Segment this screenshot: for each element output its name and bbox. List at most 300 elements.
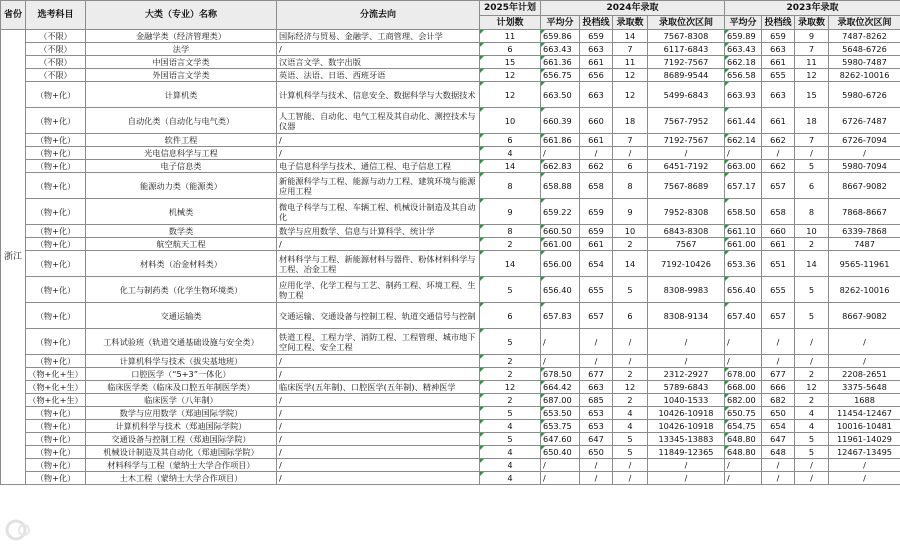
watermark-swirl-icon <box>4 518 34 542</box>
rank-range-2024-cell: 1040-1533 <box>648 394 725 407</box>
plan-count-cell: 6 <box>480 134 541 147</box>
major-name-cell: 临床医学（八年制） <box>86 394 277 407</box>
line-2024-cell: 661 <box>580 134 613 147</box>
line-2023-cell: / <box>762 459 795 472</box>
avg-score-2023-cell: / <box>725 472 762 485</box>
rank-range-2023-cell: 6726-7094 <box>829 134 900 147</box>
plan-count-cell: 15 <box>480 56 541 69</box>
stream-destination-cell: 国际经济与贸易、金融学、工商管理、会计学 <box>277 30 480 43</box>
admit-count-2023-cell: 4 <box>795 420 829 433</box>
admit-count-2024-cell: 4 <box>613 420 648 433</box>
avg-score-2024-cell: 661.00 <box>541 238 580 251</box>
subject-requirement-cell: （物+化） <box>26 355 86 368</box>
line-2023-cell: 661 <box>762 238 795 251</box>
major-name-cell: 光电信息科学与工程 <box>86 147 277 160</box>
rank-range-2024-cell: 7192-7567 <box>648 134 725 147</box>
admit-count-2024-cell: 12 <box>613 82 648 108</box>
plan-count-cell: 8 <box>480 173 541 199</box>
line-2024-cell: 661 <box>580 56 613 69</box>
header-admission-2024: 2024年录取 <box>541 1 725 16</box>
major-name-cell: 法学 <box>86 43 277 56</box>
line-2024-cell: 659 <box>580 30 613 43</box>
line-2023-cell: 663 <box>762 82 795 108</box>
rank-range-2023-cell: 5980-6726 <box>829 82 900 108</box>
avg-score-2023-cell: 653.36 <box>725 251 762 277</box>
subject-requirement-cell: （物+化） <box>26 303 86 329</box>
table-row <box>1 43 900 56</box>
subject-requirement-cell: （物+化） <box>26 134 86 147</box>
subject-requirement-cell: （不限） <box>26 30 86 43</box>
stream-destination-cell: / <box>277 446 480 459</box>
major-name-cell: 中国语言文学类 <box>86 56 277 69</box>
province-cell: 浙江 <box>1 30 26 485</box>
line-2024-cell: 661 <box>580 238 613 251</box>
table-row <box>1 381 900 394</box>
table-row <box>1 407 900 420</box>
admit-count-2024-cell: 7 <box>613 134 648 147</box>
avg-score-2023-cell: 682.00 <box>725 394 762 407</box>
stream-destination-cell: 铁道工程、工程力学、消防工程、工程管理、城市地下空间工程、安全工程 <box>277 329 480 355</box>
table-row <box>1 433 900 446</box>
rank-range-2024-cell: 8689-9544 <box>648 69 725 82</box>
line-2024-cell: 659 <box>580 199 613 225</box>
avg-score-2023-cell: 661.00 <box>725 238 762 251</box>
admit-count-2023-cell: 12 <box>795 381 829 394</box>
plan-count-cell: 4 <box>480 459 541 472</box>
rank-range-2024-cell: 7567-7952 <box>648 108 725 134</box>
admit-count-2023-cell: 7 <box>795 43 829 56</box>
admit-count-2023-cell: 5 <box>795 160 829 173</box>
plan-count-cell: 8 <box>480 225 541 238</box>
stream-destination-cell: / <box>277 394 480 407</box>
avg-score-2024-cell: 662.83 <box>541 160 580 173</box>
line-2024-cell: / <box>580 355 613 368</box>
stream-destination-cell: / <box>277 147 480 160</box>
rank-range-2024-cell: / <box>648 459 725 472</box>
rank-range-2023-cell: 9565-11961 <box>829 251 900 277</box>
subject-requirement-cell: （物+化） <box>26 407 86 420</box>
major-name-cell: 工科试验班（轨道交通基础设施与安全类） <box>86 329 277 355</box>
line-2023-cell: 654 <box>762 420 795 433</box>
line-2024-cell: / <box>580 459 613 472</box>
avg-score-2023-cell: 663.43 <box>725 43 762 56</box>
header-rank-2024: 录取位次区间 <box>648 16 725 30</box>
rank-range-2023-cell: 5648-6726 <box>829 43 900 56</box>
avg-score-2024-cell: 678.50 <box>541 368 580 381</box>
table-row <box>1 30 900 43</box>
rank-range-2024-cell: / <box>648 472 725 485</box>
avg-score-2024-cell: 660.39 <box>541 108 580 134</box>
avg-score-2023-cell: 658.50 <box>725 199 762 225</box>
header-line-2023: 投档线 <box>762 16 795 30</box>
stream-destination-cell: 英语、法语、日语、西班牙语 <box>277 69 480 82</box>
major-name-cell: 土木工程（蒙纳士大学合作项目） <box>86 472 277 485</box>
rank-range-2024-cell: / <box>648 355 725 368</box>
line-2023-cell: 662 <box>762 134 795 147</box>
avg-score-2023-cell: 650.75 <box>725 407 762 420</box>
major-name-cell: 计算机科学与技术（郑迪国际学院） <box>86 420 277 433</box>
admit-count-2024-cell: / <box>613 459 648 472</box>
admit-count-2023-cell: 12 <box>795 69 829 82</box>
avg-score-2024-cell: 659.86 <box>541 30 580 43</box>
major-name-cell: 临床医学类（临床及口腔五年制医学类） <box>86 381 277 394</box>
rank-range-2024-cell: / <box>648 329 725 355</box>
line-2023-cell: 662 <box>762 160 795 173</box>
header-rank-2023: 录取位次区间 <box>829 16 900 30</box>
line-2023-cell: 650 <box>762 407 795 420</box>
avg-score-2023-cell: 663.93 <box>725 82 762 108</box>
avg-score-2024-cell: 647.60 <box>541 433 580 446</box>
avg-score-2024-cell: 687.00 <box>541 394 580 407</box>
subject-requirement-cell: （不限） <box>26 56 86 69</box>
rank-range-2023-cell: 8667-9082 <box>829 173 900 199</box>
rank-range-2024-cell: 10426-10918 <box>648 407 725 420</box>
plan-count-cell: 14 <box>480 251 541 277</box>
admit-count-2024-cell: / <box>613 147 648 160</box>
avg-score-2023-cell: 656.40 <box>725 277 762 303</box>
rank-range-2023-cell: 8262-10016 <box>829 69 900 82</box>
plan-count-cell: 2 <box>480 355 541 368</box>
avg-score-2023-cell: / <box>725 459 762 472</box>
rank-range-2024-cell: 6451-7192 <box>648 160 725 173</box>
plan-count-cell: 11 <box>480 30 541 43</box>
line-2023-cell: 660 <box>762 225 795 238</box>
subject-requirement-cell: （物+化） <box>26 173 86 199</box>
rank-range-2024-cell: 8308-9134 <box>648 303 725 329</box>
admit-count-2024-cell: 12 <box>613 69 648 82</box>
rank-range-2023-cell: / <box>829 329 900 355</box>
admit-count-2023-cell: 11 <box>795 56 829 69</box>
line-2024-cell: / <box>580 147 613 160</box>
major-name-cell: 材料科学与工程（蒙纳士大学合作项目） <box>86 459 277 472</box>
plan-count-cell: 4 <box>480 147 541 160</box>
subject-requirement-cell: （物+化） <box>26 251 86 277</box>
line-2024-cell: 662 <box>580 160 613 173</box>
table-row <box>1 472 900 485</box>
subject-requirement-cell: （物+化） <box>26 446 86 459</box>
rank-range-2024-cell: 7567 <box>648 238 725 251</box>
header-major-name: 大类（专业）名称 <box>86 1 277 30</box>
rank-range-2024-cell: 7952-8308 <box>648 199 725 225</box>
admit-count-2023-cell: / <box>795 147 829 160</box>
admit-count-2024-cell: 4 <box>613 407 648 420</box>
major-name-cell: 材料类（冶金材料类） <box>86 251 277 277</box>
major-name-cell: 数学与应用数学（郑迪国际学院） <box>86 407 277 420</box>
plan-count-cell: 5 <box>480 433 541 446</box>
plan-count-cell: 10 <box>480 108 541 134</box>
major-name-cell: 口腔医学（“5+3”一体化） <box>86 368 277 381</box>
admit-count-2023-cell: / <box>795 459 829 472</box>
rank-range-2024-cell: 10426-10918 <box>648 420 725 433</box>
plan-count-cell: 6 <box>480 43 541 56</box>
line-2024-cell: 647 <box>580 433 613 446</box>
line-2023-cell: 655 <box>762 277 795 303</box>
avg-score-2024-cell: 661.86 <box>541 134 580 147</box>
stream-destination-cell: 人工智能、自动化、电气工程及其自动化、测控技术与仪器 <box>277 108 480 134</box>
admit-count-2024-cell: 18 <box>613 108 648 134</box>
line-2024-cell: 657 <box>580 303 613 329</box>
stream-destination-cell: / <box>277 407 480 420</box>
subject-requirement-cell: （物+化） <box>26 277 86 303</box>
rank-range-2023-cell: / <box>829 459 900 472</box>
avg-score-2023-cell: 661.10 <box>725 225 762 238</box>
stream-destination-cell: / <box>277 43 480 56</box>
rank-range-2023-cell: 8667-9082 <box>829 303 900 329</box>
table-row <box>1 147 900 160</box>
avg-score-2023-cell: 662.18 <box>725 56 762 69</box>
avg-score-2024-cell: / <box>541 355 580 368</box>
line-2023-cell: 647 <box>762 433 795 446</box>
admit-count-2023-cell: 14 <box>795 251 829 277</box>
major-name-cell: 交通设备与控制工程（郑迪国际学院） <box>86 433 277 446</box>
admit-count-2024-cell: / <box>613 472 648 485</box>
avg-score-2024-cell: / <box>541 459 580 472</box>
table-row <box>1 173 900 199</box>
line-2023-cell: 657 <box>762 173 795 199</box>
avg-score-2023-cell: 657.17 <box>725 173 762 199</box>
avg-score-2024-cell: 650.40 <box>541 446 580 459</box>
rank-range-2024-cell: 7567-8689 <box>648 173 725 199</box>
header-admission-2023: 2023年录取 <box>725 1 900 16</box>
major-name-cell: 航空航天工程 <box>86 238 277 251</box>
admit-count-2024-cell: 11 <box>613 56 648 69</box>
header-line-2024: 投档线 <box>580 16 613 30</box>
plan-count-cell: 2 <box>480 368 541 381</box>
subject-requirement-cell: （物+化） <box>26 108 86 134</box>
admit-count-2024-cell: 5 <box>613 433 648 446</box>
table-row <box>1 329 900 355</box>
header-avg-2023: 平均分 <box>725 16 762 30</box>
line-2023-cell: 661 <box>762 56 795 69</box>
avg-score-2024-cell: 653.50 <box>541 407 580 420</box>
line-2023-cell: 663 <box>762 43 795 56</box>
table-row <box>1 69 900 82</box>
rank-range-2023-cell: 7487 <box>829 238 900 251</box>
admit-count-2024-cell: 9 <box>613 199 648 225</box>
stream-destination-cell: 临床医学(五年制)、口腔医学(五年制)、精神医学 <box>277 381 480 394</box>
rank-range-2023-cell: 5980-7487 <box>829 56 900 69</box>
table-row <box>1 134 900 147</box>
avg-score-2023-cell: / <box>725 147 762 160</box>
line-2024-cell: 650 <box>580 446 613 459</box>
avg-score-2023-cell: 663.00 <box>725 160 762 173</box>
admit-count-2023-cell: 2 <box>795 394 829 407</box>
line-2024-cell: 654 <box>580 251 613 277</box>
line-2023-cell: 651 <box>762 251 795 277</box>
rank-range-2023-cell: 7868-8667 <box>829 199 900 225</box>
admit-count-2024-cell: 12 <box>613 381 648 394</box>
major-name-cell: 化工与制药类（化学生物环境类） <box>86 277 277 303</box>
table-row <box>1 277 900 303</box>
rank-range-2023-cell: 11454-12467 <box>829 407 900 420</box>
subject-requirement-cell: （物+化） <box>26 459 86 472</box>
plan-count-cell: 14 <box>480 160 541 173</box>
line-2023-cell: 659 <box>762 30 795 43</box>
major-name-cell: 计算机类 <box>86 82 277 108</box>
line-2024-cell: / <box>580 472 613 485</box>
rank-range-2023-cell: 5980-7094 <box>829 160 900 173</box>
major-name-cell: 软件工程 <box>86 134 277 147</box>
table-row <box>1 446 900 459</box>
admit-count-2023-cell: / <box>795 472 829 485</box>
header-plan-2025: 2025年计划 <box>480 1 541 16</box>
admit-count-2023-cell: 2 <box>795 368 829 381</box>
avg-score-2023-cell: 668.00 <box>725 381 762 394</box>
avg-score-2024-cell: 653.75 <box>541 420 580 433</box>
plan-count-cell: 4 <box>480 472 541 485</box>
rank-range-2024-cell: 7567-8308 <box>648 30 725 43</box>
header-subject-requirement: 选考科目 <box>26 1 86 30</box>
line-2023-cell: 677 <box>762 368 795 381</box>
line-2023-cell: 661 <box>762 108 795 134</box>
rank-range-2023-cell: / <box>829 472 900 485</box>
line-2023-cell: / <box>762 355 795 368</box>
table-row <box>1 160 900 173</box>
stream-destination-cell: / <box>277 472 480 485</box>
rank-range-2024-cell: 5789-6843 <box>648 381 725 394</box>
line-2023-cell: / <box>762 329 795 355</box>
subject-requirement-cell: （不限） <box>26 69 86 82</box>
subject-requirement-cell: （物+化） <box>26 433 86 446</box>
admit-count-2024-cell: / <box>613 355 648 368</box>
stream-destination-cell: 微电子科学与工程、车辆工程、机械设计制造及其自动化 <box>277 199 480 225</box>
admit-count-2024-cell: 14 <box>613 30 648 43</box>
table-row <box>1 394 900 407</box>
rank-range-2023-cell: 10016-10481 <box>829 420 900 433</box>
admit-count-2023-cell: 5 <box>795 303 829 329</box>
rank-range-2024-cell: 13345-13883 <box>648 433 725 446</box>
plan-count-cell: 12 <box>480 82 541 108</box>
avg-score-2024-cell: 659.22 <box>541 199 580 225</box>
plan-count-cell: 5 <box>480 329 541 355</box>
line-2024-cell: 658 <box>580 173 613 199</box>
avg-score-2024-cell: 656.40 <box>541 277 580 303</box>
subject-requirement-cell: （物+化） <box>26 238 86 251</box>
admit-count-2023-cell: 18 <box>795 108 829 134</box>
avg-score-2024-cell: 663.43 <box>541 43 580 56</box>
line-2023-cell: 657 <box>762 303 795 329</box>
line-2024-cell: / <box>580 329 613 355</box>
subject-requirement-cell: （物+化） <box>26 472 86 485</box>
major-name-cell: 外国语言文学类 <box>86 69 277 82</box>
table-row <box>1 82 900 108</box>
admit-count-2023-cell: 5 <box>795 446 829 459</box>
table-row <box>1 459 900 472</box>
admit-count-2023-cell: 5 <box>795 433 829 446</box>
avg-score-2024-cell: 661.36 <box>541 56 580 69</box>
stream-destination-cell: / <box>277 420 480 433</box>
line-2024-cell: 677 <box>580 368 613 381</box>
avg-score-2023-cell: / <box>725 355 762 368</box>
plan-count-cell: 4 <box>480 446 541 459</box>
plan-count-cell: 5 <box>480 407 541 420</box>
admit-count-2023-cell: 6 <box>795 173 829 199</box>
avg-score-2024-cell: / <box>541 147 580 160</box>
subject-requirement-cell: （物+化） <box>26 329 86 355</box>
admit-count-2024-cell: 2 <box>613 238 648 251</box>
rank-range-2024-cell: 5499-6843 <box>648 82 725 108</box>
stream-destination-cell: 新能源科学与工程、能源与动力工程、建筑环境与能源应用工程 <box>277 173 480 199</box>
admit-count-2024-cell: 2 <box>613 368 648 381</box>
stream-destination-cell: 电子信息科学与技术、通信工程、电子信息工程 <box>277 160 480 173</box>
table-body <box>1 30 900 485</box>
major-name-cell: 自动化类（自动化与电气类） <box>86 108 277 134</box>
table-row <box>1 199 900 225</box>
admit-count-2024-cell: 2 <box>613 394 648 407</box>
stream-destination-cell: / <box>277 433 480 446</box>
line-2024-cell: 653 <box>580 420 613 433</box>
avg-score-2023-cell: 657.40 <box>725 303 762 329</box>
admit-count-2024-cell: 10 <box>613 225 648 238</box>
stream-destination-cell: / <box>277 368 480 381</box>
subject-requirement-cell: （物+化+生） <box>26 381 86 394</box>
admit-count-2024-cell: 7 <box>613 43 648 56</box>
subject-requirement-cell: （物+化） <box>26 147 86 160</box>
table-row <box>1 56 900 69</box>
admit-count-2023-cell: 15 <box>795 82 829 108</box>
admit-count-2023-cell: / <box>795 329 829 355</box>
stream-destination-cell: 汉语言文学、数字出版 <box>277 56 480 69</box>
rank-range-2023-cell: 1688 <box>829 394 900 407</box>
rank-range-2024-cell: 2312-2927 <box>648 368 725 381</box>
major-name-cell: 金融学类（经济管理类） <box>86 30 277 43</box>
avg-score-2023-cell: 656.58 <box>725 69 762 82</box>
subject-requirement-cell: （物+化+生） <box>26 394 86 407</box>
line-2024-cell: 653 <box>580 407 613 420</box>
admit-count-2023-cell: 7 <box>795 134 829 147</box>
rank-range-2024-cell: / <box>648 147 725 160</box>
stream-destination-cell: / <box>277 355 480 368</box>
rank-range-2023-cell: 8262-10016 <box>829 277 900 303</box>
avg-score-2023-cell: / <box>725 329 762 355</box>
admit-count-2023-cell: 4 <box>795 407 829 420</box>
line-2024-cell: 660 <box>580 108 613 134</box>
rank-range-2024-cell: 8308-9983 <box>648 277 725 303</box>
rank-range-2024-cell: 6117-6843 <box>648 43 725 56</box>
line-2024-cell: 663 <box>580 82 613 108</box>
stream-destination-cell: 材料科学与工程、新能源材料与器件、粉体材料科学与工程、冶金工程 <box>277 251 480 277</box>
line-2024-cell: 655 <box>580 277 613 303</box>
table-row <box>1 225 900 238</box>
rank-range-2023-cell: 7487-8262 <box>829 30 900 43</box>
table-row <box>1 108 900 134</box>
major-name-cell: 机械类 <box>86 199 277 225</box>
admit-count-2023-cell: 8 <box>795 199 829 225</box>
admit-count-2024-cell: 6 <box>613 303 648 329</box>
stream-destination-cell: 应用化学、化学工程与工艺、制药工程、环境工程、生物工程 <box>277 277 480 303</box>
major-name-cell: 电子信息类 <box>86 160 277 173</box>
rank-range-2023-cell: 3375-5648 <box>829 381 900 394</box>
rank-range-2023-cell: 2208-2651 <box>829 368 900 381</box>
header-stream-destination: 分流去向 <box>277 1 480 30</box>
avg-score-2023-cell: 661.44 <box>725 108 762 134</box>
subject-requirement-cell: （物+化+生） <box>26 368 86 381</box>
line-2023-cell: / <box>762 472 795 485</box>
rank-range-2024-cell: 6843-8308 <box>648 225 725 238</box>
rank-range-2023-cell: 11961-14029 <box>829 433 900 446</box>
subject-requirement-cell: （物+化） <box>26 160 86 173</box>
major-name-cell: 交通运输类 <box>86 303 277 329</box>
line-2023-cell: / <box>762 147 795 160</box>
plan-count-cell: 12 <box>480 381 541 394</box>
line-2024-cell: 663 <box>580 43 613 56</box>
line-2023-cell: 655 <box>762 69 795 82</box>
avg-score-2024-cell: 656.00 <box>541 251 580 277</box>
avg-score-2023-cell: 659.89 <box>725 30 762 43</box>
plan-count-cell: 2 <box>480 394 541 407</box>
table-row <box>1 303 900 329</box>
avg-score-2023-cell: 654.75 <box>725 420 762 433</box>
